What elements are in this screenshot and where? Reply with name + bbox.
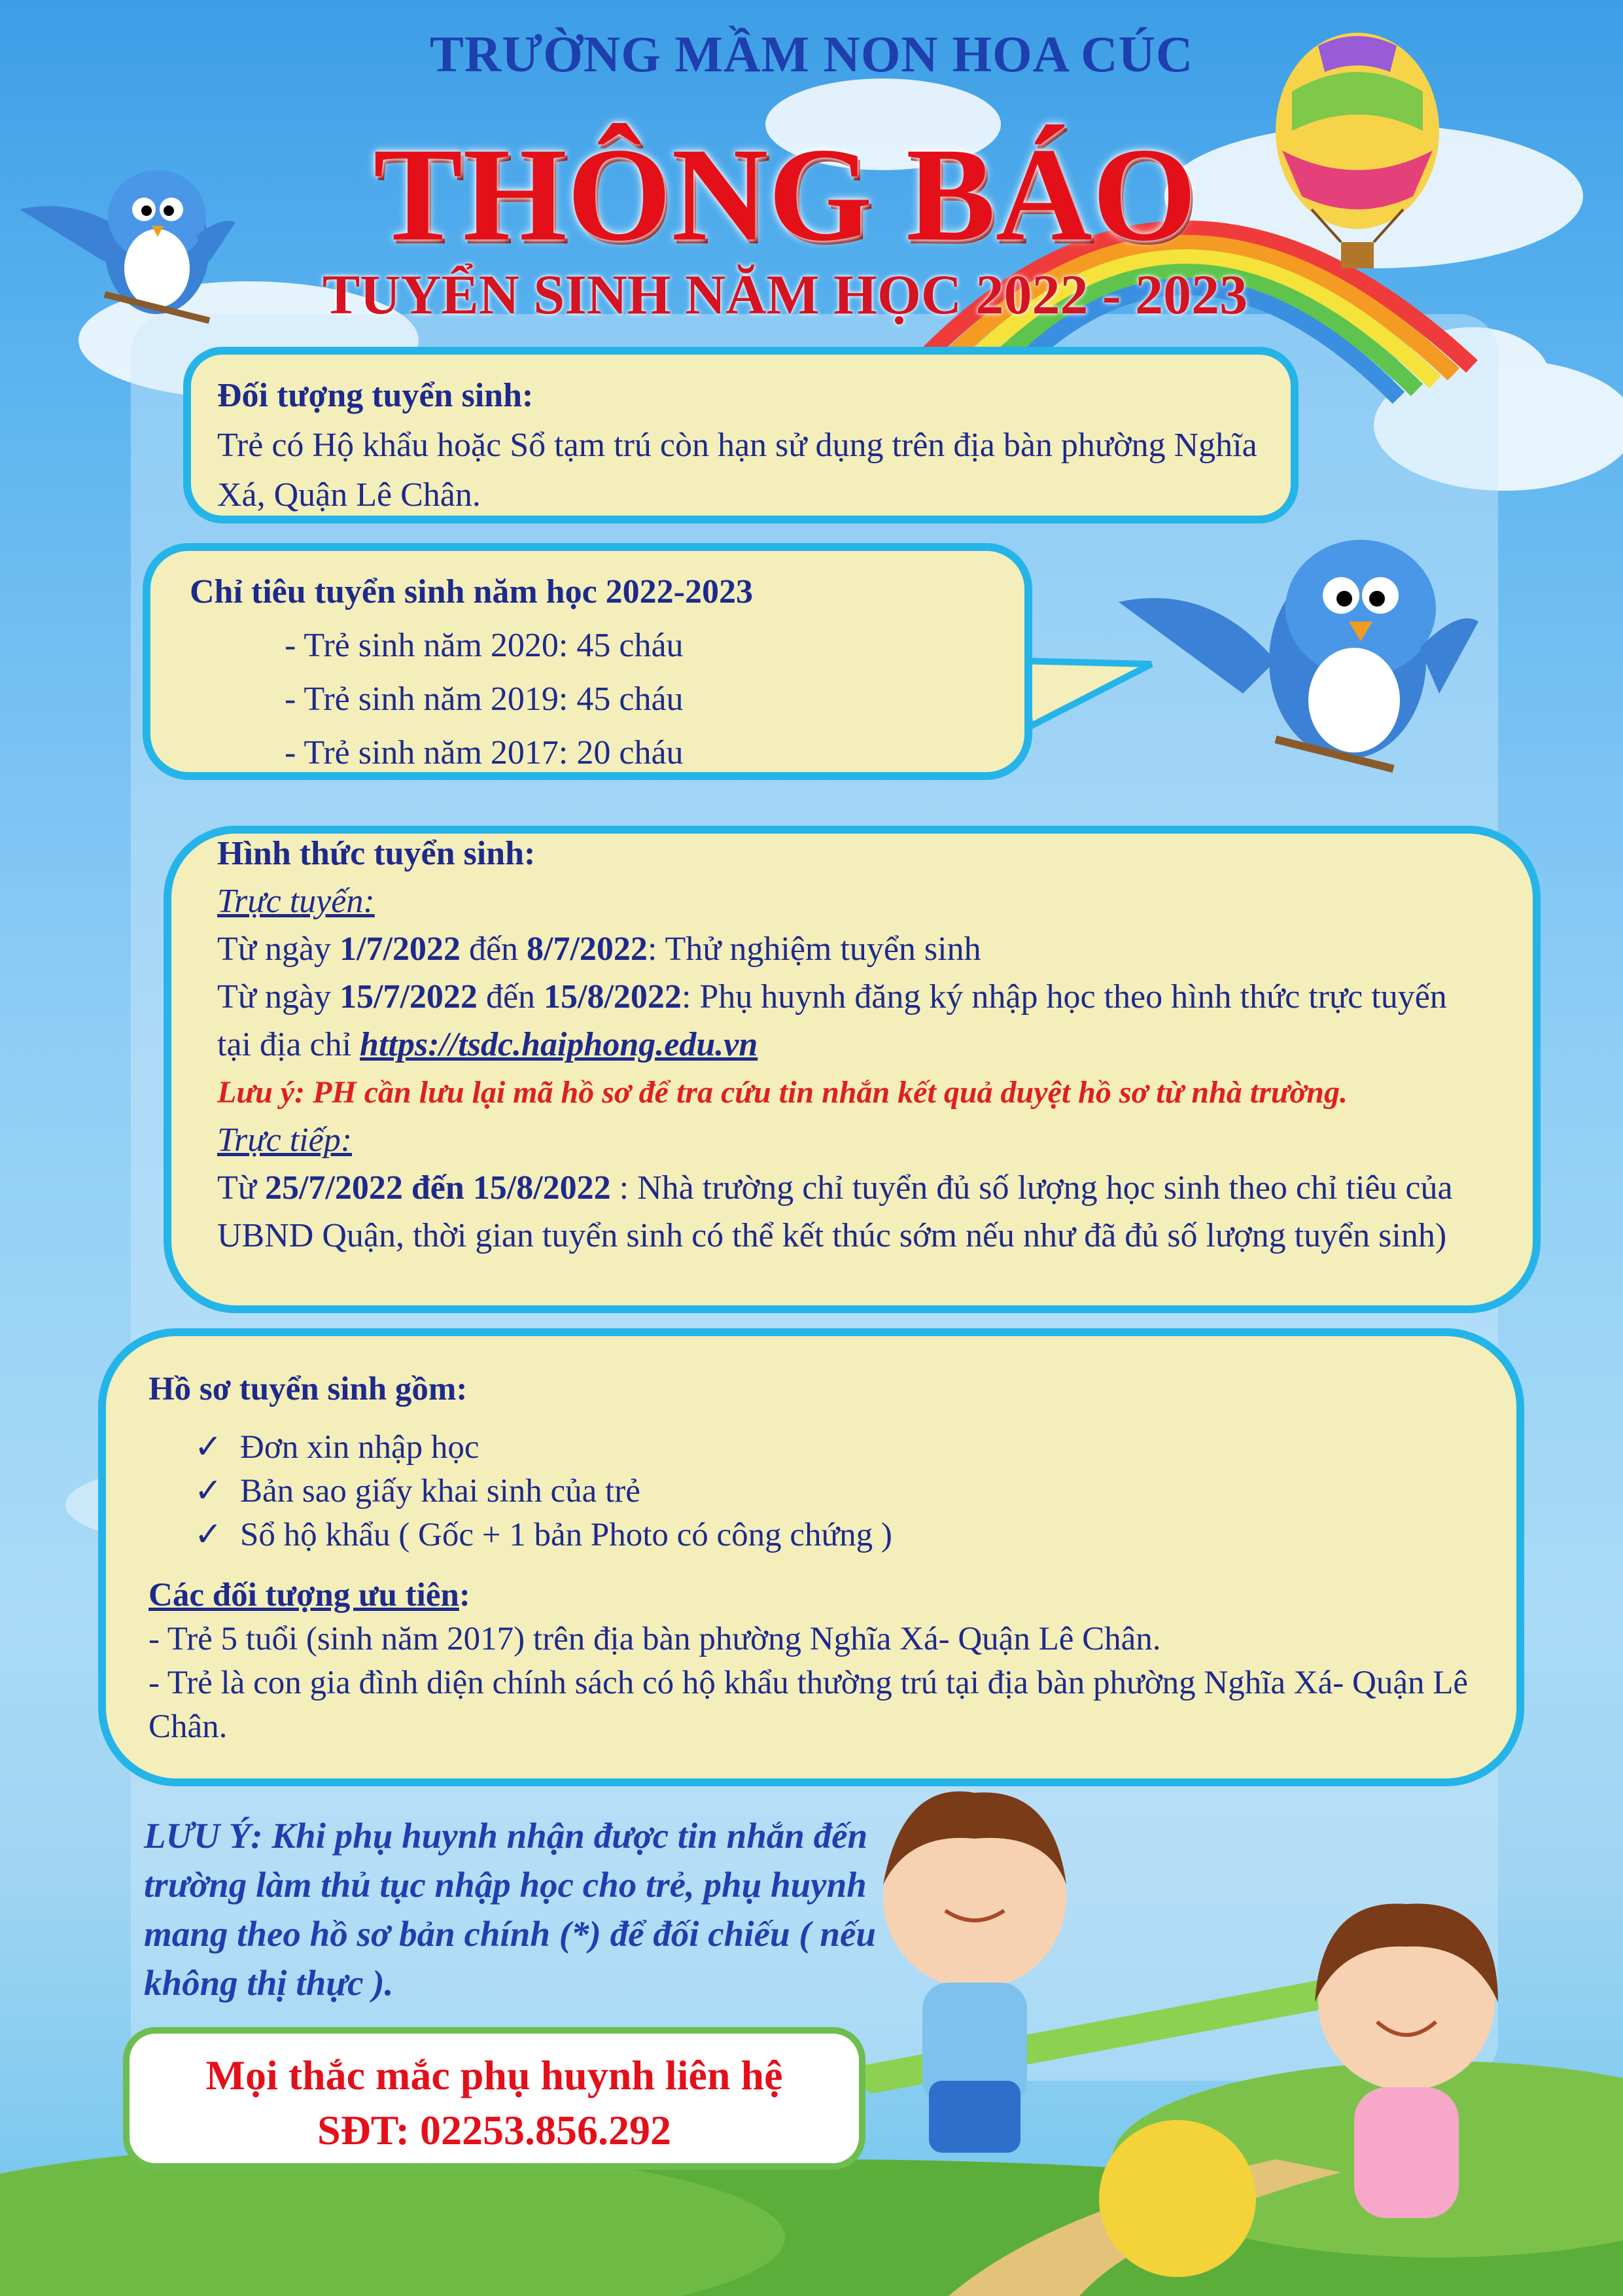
parent-notice: LƯU Ý: Khi phụ huynh nhận được tin nhắn đến trường làm thủ tục nhập học cho trẻ, phụ huynh mang theo hồ sơ bản chính (*) để đối chiếu ( nếu không thị thực ). (144, 1816, 876, 2003)
quota-item: - Trẻ sinh năm 2019: 45 cháu (285, 680, 684, 718)
check-icon: ✓ (194, 1517, 222, 1553)
page-subtitle: TUYỂN SINH NĂM HỌC 2022 - 2023 (322, 263, 1248, 326)
priority-item: - Trẻ 5 tuổi (sinh năm 2017) trên địa bàn phường Nghĩa Xá- Quận Lê Chân. (148, 1621, 1161, 1657)
page-title: THÔNG BÁO (373, 120, 1197, 269)
online-note: Lưu ý: PH cần lưu lại mã hồ sơ để tra cứu tin nhắn kết quả duyệt hồ sơ từ nhà trường. (217, 1075, 1348, 1110)
eligibility-box (183, 347, 1299, 523)
priority-heading: Các đối tượng ưu tiên: (148, 1577, 470, 1614)
online-label: Trực tuyến: (217, 883, 375, 920)
online-line-2: Từ ngày 15/7/2022 đến 15/8/2022: Phụ huynh đăng ký nhập học theo hình thức trực tuyến tại địa chỉ https://tsdc.haiphong.edu.vn (217, 978, 1447, 1063)
school-name: TRƯỜNG MẦM NON HOA CÚC (429, 26, 1194, 82)
direct-label: Trực tiếp: (217, 1122, 353, 1159)
contact-line: Mọi thắc mắc phụ huynh liên hệ (205, 2052, 783, 2098)
direct-text: Từ 25/7/2022 đến 15/8/2022 : Nhà trường chỉ tuyển đủ số lượng học sinh theo chỉ tiêu của UBND Quận, thời gian tuyển sinh có thể kết thúc sớm nếu như đã đủ số lượng tuyển sinh) (217, 1169, 1453, 1254)
documents-heading: Hồ sơ tuyển sinh gồm: (148, 1371, 468, 1407)
documents-box (98, 1328, 1524, 1786)
priority-item: - Trẻ là con gia đình diện chính sách có hộ khẩu thường trú tại địa bàn phường Nghĩa Xá- Quận Lê Chân. (148, 1665, 1469, 1745)
online-line-1: Từ ngày 1/7/2022 đến 8/7/2022: Thử nghiệm tuyển sinh (217, 930, 981, 968)
contact-phone: SĐT: 02253.856.292 (317, 2107, 672, 2153)
eligibility-text: Trẻ có Hộ khẩu hoặc Sổ tạm trú còn hạn sử dụng trên địa bàn phường Nghĩa Xá, Quận Lê Chân. (217, 427, 1257, 514)
quota-item: - Trẻ sinh năm 2020: 45 cháu (285, 627, 684, 664)
method-box (164, 826, 1541, 1313)
document-item: ✓ Sổ hộ khẩu ( Gốc + 1 bản Photo có công chứng ) (148, 1513, 1474, 1557)
document-item: ✓ Đơn xin nhập học (148, 1426, 1474, 1470)
contact-box (123, 2027, 865, 2170)
check-icon: ✓ (194, 1429, 222, 1466)
document-item: ✓ Bản sao giấy khai sinh của trẻ (148, 1470, 1474, 1513)
quota-heading: Chỉ tiêu tuyển sinh năm học 2022-2023 (190, 573, 753, 610)
enrollment-link[interactable]: https://tsdc.haiphong.edu.vn (360, 1026, 758, 1063)
method-heading: Hình thức tuyển sinh: (217, 835, 536, 872)
quota-item: - Trẻ sinh năm 2017: 20 cháu (285, 734, 684, 771)
eligibility-heading: Đối tượng tuyển sinh: (217, 377, 534, 414)
check-icon: ✓ (194, 1473, 222, 1510)
quota-box (143, 543, 1032, 780)
